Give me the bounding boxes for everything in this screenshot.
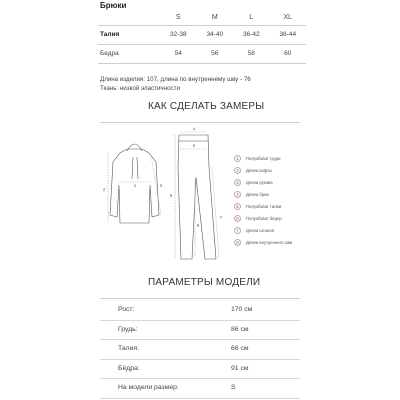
legend-label: Длина брюк [246, 191, 270, 197]
legend-label: Полуобхват бёдер [246, 215, 282, 221]
size-header-l: L [233, 10, 270, 25]
legend-number: 7 [234, 227, 241, 234]
legend-label: Длина внутреннего шва [246, 239, 293, 245]
legend-item [234, 214, 309, 222]
param-label: Талия: [118, 345, 139, 352]
param-value: 86 см [231, 325, 249, 333]
list-item [100, 360, 300, 380]
diagram-label-6: 6 [169, 193, 173, 198]
param-label: Рост: [118, 306, 135, 313]
param-label: На модели размер: [118, 384, 179, 391]
legend-number: 6 [234, 215, 241, 222]
table-cell: 58 [233, 44, 270, 63]
legend-item [234, 226, 309, 234]
legend-label: Длина кофты [246, 167, 272, 173]
legend-item [234, 238, 309, 246]
table-cell: 56 [197, 44, 234, 63]
row-label: Талия [98, 25, 160, 44]
param-label: Бёдра: [118, 364, 140, 372]
table-cell: 38-44 [270, 25, 307, 44]
legend-label: Длина рукава [246, 179, 273, 185]
legend-item [234, 202, 309, 210]
param-value: S [231, 384, 236, 391]
param-value: 170 см [231, 306, 253, 313]
size-header-m: M [197, 10, 234, 25]
table-row [98, 44, 306, 63]
row-label: Бедра [98, 44, 160, 63]
diagram-label-2: 2 [102, 187, 106, 192]
legend-label: Длина штанов [246, 227, 274, 233]
table-cell: 32-38 [160, 25, 197, 44]
fabric-info: Ткань: низкой эластичности [100, 85, 180, 92]
table-cell: 60 [270, 44, 307, 63]
list-item [100, 321, 300, 341]
legend-item [234, 166, 309, 174]
legend-item [234, 178, 309, 186]
length-info: Длина изделия: 107, длина по внутреннему шву - 76 [100, 76, 251, 83]
table-cell: 36-42 [233, 25, 270, 44]
measure-title: КАК СДЕЛАТЬ ЗАМЕРЫ [148, 101, 265, 112]
page-title: Брюки [100, 1, 127, 10]
diagram-label-8: 8 [196, 223, 200, 228]
pants-outline [178, 135, 216, 259]
legend-number: 3 [234, 179, 241, 186]
legend-item [234, 154, 309, 162]
list-item [100, 379, 300, 399]
params-title: ПАРАМЕТРЫ МОДЕЛИ [148, 277, 261, 288]
param-label: Грудь: [118, 325, 138, 333]
size-table [98, 10, 306, 64]
size-header-empty [98, 10, 160, 25]
diagram-label-3: 3 [159, 183, 163, 188]
size-table-header [98, 10, 306, 25]
diagram-label-7: 7 [219, 215, 223, 220]
param-value: 91 см [231, 364, 249, 372]
legend-number: 5 [234, 203, 241, 210]
divider [100, 298, 300, 299]
diagram-label-1: 1 [133, 183, 137, 188]
legend-number: 2 [234, 167, 241, 174]
param-value: 66 см [231, 345, 249, 352]
list-item [100, 301, 300, 321]
legend-label: Полуобхват груди [246, 155, 281, 161]
model-params-list [100, 301, 300, 399]
diagram-label-4: 4 [192, 127, 196, 132]
legend-number: 1 [234, 155, 241, 162]
legend-label: Полуобхват талии [246, 203, 282, 209]
measure-lines [108, 132, 219, 259]
diagram-label-5: 5 [192, 143, 196, 148]
size-header-xl: XL [270, 10, 307, 25]
divider [100, 122, 300, 123]
size-header-s: S [160, 10, 197, 25]
list-item [100, 340, 300, 360]
table-row [98, 25, 306, 44]
measurement-diagram [95, 127, 235, 267]
legend-item [234, 190, 309, 198]
table-cell: 54 [160, 44, 197, 63]
legend-number: 4 [234, 191, 241, 198]
diagram-number-labels [103, 127, 223, 228]
legend-number: 8 [234, 239, 241, 246]
table-cell: 34-40 [197, 25, 234, 44]
